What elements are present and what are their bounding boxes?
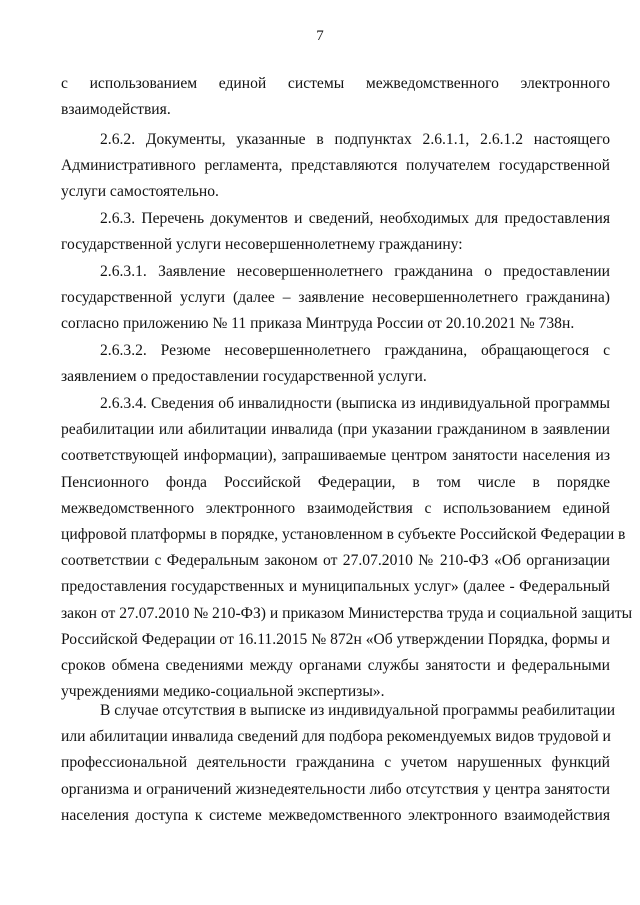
paragraph-absence-case [61,698,616,829]
text-line: межведомственного электронного взаимодействия с использованием единой [61,499,610,517]
text-line: профессиональной деятельности гражданина с учетом нарушенных функций [61,754,610,772]
text-line: 2.6.3.1. Заявление несовершеннолетнего гражданина о предоставлении [100,263,610,280]
text-line: с использованием единой системы межведомственного электронного [61,75,610,92]
text-line: Российской Федерации от 16.11.2015 № 872н «Об утверждении Порядка, формы и [61,630,610,648]
text-line: согласно приложению № 11 приказа Минтруда России от 20.10.2021 № 738н. [61,315,575,333]
paragraph-2-6-3-1 [61,259,610,338]
text-line: заявлением о предоставлении государственной услуги. [61,368,427,386]
text-line: соответствии с Федеральным законом от 27.07.2010 № 210-ФЗ «Об организации [61,552,610,570]
text-line: населения доступа к системе межведомственного электронного взаимодействия [61,806,610,824]
text-line: государственной услуги (далее – заявление несовершеннолетнего гражданина) [61,289,610,307]
text-line: 2.6.3.2. Резюме несовершеннолетнего гражданина, обращающегося с [100,342,610,359]
text-line: взаимодействия. [61,101,171,119]
text-line: цифровой платформы в порядке, установленном в субъекте Российской Федерации в [61,525,626,543]
text-line: государственной услуги несовершеннолетнему гражданину: [61,236,463,254]
paragraph-2-6-3-2 [61,338,610,390]
text-line: В случае отсутствия в выписке из индивидуальной программы реабилитации [100,702,616,719]
text-line: предоставления государственных и муниципальных услуг» (далее - Федеральный [61,578,610,596]
text-line: или абилитации инвалида сведений для подбора рекомендуемых видов трудовой и [61,728,611,746]
text-line: соответствующей информации), запрашиваемые центром занятости населения из [61,447,610,465]
text-line: реабилитации или абилитации инвалида (при указании гражданином в заявлении [61,421,610,439]
text-line: услуги самостоятельно. [61,183,219,201]
text-line: организма и ограничений жизнедеятельности либо отсутствия у центра занятости [61,780,610,798]
text-line: 2.6.3. Перечень документов и сведений, необходимых для предоставления [100,210,610,227]
text-line: Административного регламента, представляются получателем государственной [61,157,610,175]
page-number: 7 [316,28,324,44]
text-line: 2.6.3.4. Сведения об инвалидности (выписка из индивидуальной программы [100,395,610,412]
paragraph-2-6-3 [61,206,610,258]
text-line: закон от 27.07.2010 № 210-ФЗ) и приказом Министерства труда и социальной защиты [61,604,633,622]
paragraph-2-6-3-4 [61,391,633,705]
text-line: учреждениями медико-социальной экспертизы». [61,683,385,701]
text-line: 2.6.2. Документы, указанные в подпунктах 2.6.1.1, 2.6.1.2 настоящего [100,131,610,148]
text-line: сроков обмена сведениями между органами службы занятости и федеральными [61,656,610,674]
paragraph-2-6-2 [61,127,610,206]
paragraph-continuation [61,71,610,123]
text-line: Пенсионного фонда Российской Федерации, в том числе в порядке [61,473,610,491]
